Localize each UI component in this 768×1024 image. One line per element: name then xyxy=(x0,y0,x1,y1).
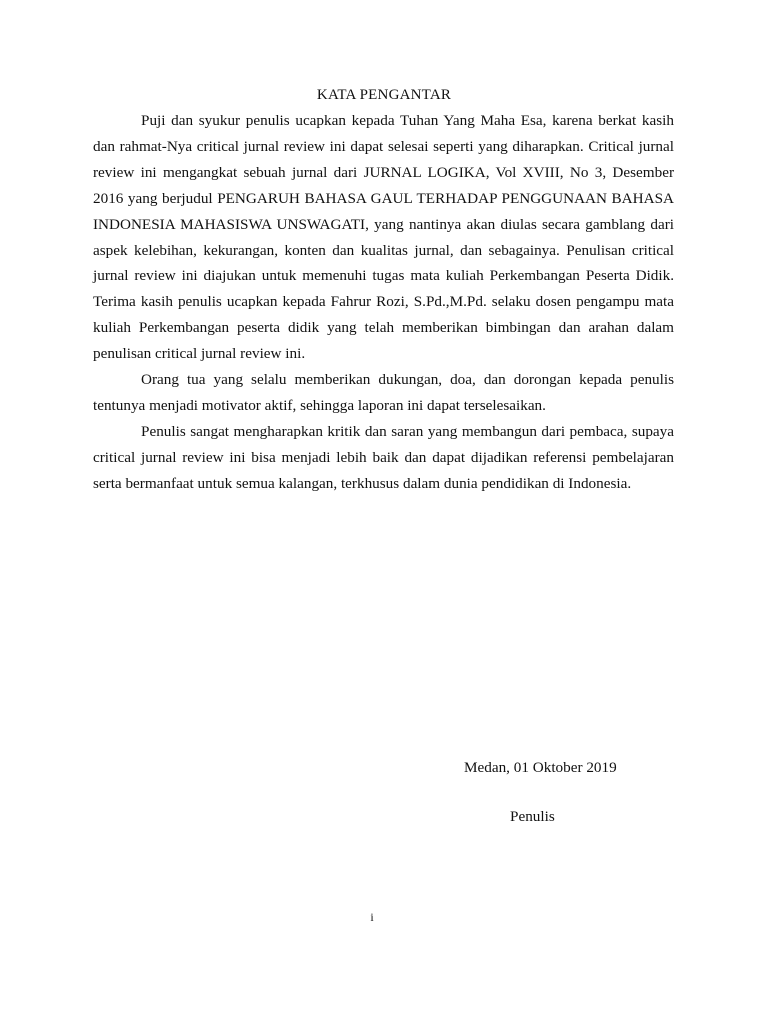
paragraph: Puji dan syukur penulis ucapkan kepada Tuhan Yang Maha Esa, karena berkat kasih dan rahmat-Nya critical jurnal review ini dapat selesai seperti yang diharapkan. Critical jurnal review ini mengangkat sebuah jurnal dari JURNAL LOGIKA, Vol XVIII, No 3, Desember 2016 yang berjudul PENGARUH BAHASA GAUL TERHADAP PENGGUNAAN BAHASA INDONESIA MAHASISWA UNSWAGATI, yang nantinya akan diulas secara gamblang dari aspek kelebihan, kekurangan, konten dan kualitas jurnal, dan sebagainya. Penulisan critical jurnal review ini diajukan untuk memenuhi tugas mata kuliah Perkembangan Peserta Didik. Terima kasih penulis ucapkan kepada Fahrur Rozi, S.Pd.,M.Pd. selaku dosen pengampu mata kuliah Perkembangan peserta didik yang telah memberikan bimbingan dan arahan dalam penulisan critical jurnal review ini. xyxy=(93,112,674,363)
place-date: Medan, 01 Oktober 2019 xyxy=(464,759,617,776)
paragraph: Penulis sangat mengharapkan kritik dan saran yang membangun dari pembaca, supaya critical jurnal review ini bisa menjadi lebih baik dan dapat dijadikan referensi pembelajaran serta bermanfaat untuk semua kalangan, terkhusus dalam dunia pendidikan di Indonesia. xyxy=(93,422,674,492)
page-title: KATA PENGANTAR xyxy=(316,87,452,103)
author-signature: Penulis xyxy=(510,808,555,825)
paragraph: Orang tua yang selalu memberikan dukungan, doa, dan dorongan kepada penulis tentunya menjadi motivator aktif, sehingga laporan ini dapat terselesaikan. xyxy=(93,371,674,414)
page-number: i xyxy=(370,910,374,924)
body-text xyxy=(93,108,674,497)
